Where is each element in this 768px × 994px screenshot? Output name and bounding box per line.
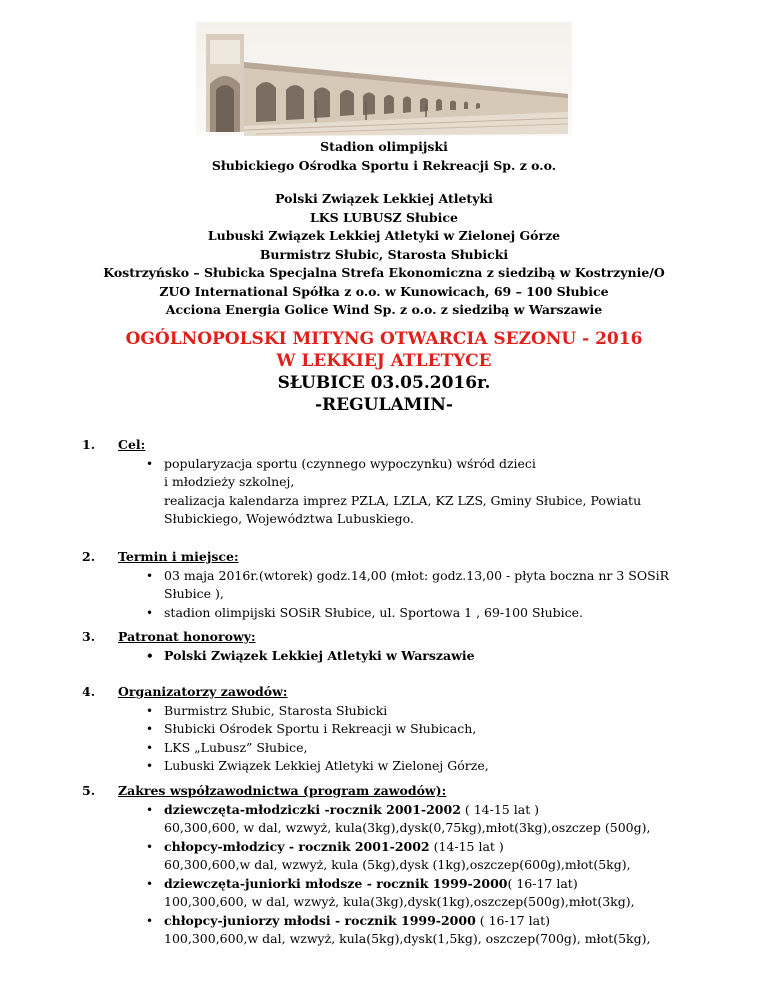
patronage-list: [82, 647, 475, 666]
sponsor-line: Polski Związek Lekkiej Atletyki: [275, 191, 493, 206]
sponsor-line: Burmistrz Słubic, Starosta Słubicki: [259, 246, 509, 262]
section-heading: [82, 548, 669, 567]
stadium-arcade-image: [196, 22, 572, 136]
sponsor-line: Kostrzyńsko – Słubicka Specjalna Strefa Ekonomiczna z siedzibą w Kostrzynie/O: [103, 265, 665, 280]
list-item: [146, 567, 669, 604]
date-place-list: [82, 567, 669, 623]
category-name: chłopcy-juniorzy młodsi - rocznik 1999-2000: [164, 912, 476, 928]
section-patronage: [82, 628, 475, 665]
category-age: ( 14-15 lat ): [460, 801, 540, 817]
section-competition-scope: [82, 782, 650, 949]
section-organizers: [82, 683, 489, 776]
section-heading: [82, 782, 650, 801]
section-title: Cel:: [118, 437, 146, 452]
list-item: • stadion olimpijski SOSiR Słubice, ul. Sportowa 1 , 69-100 Słubice.: [146, 604, 669, 623]
category-age: ( 16-17 lat): [475, 912, 550, 928]
list-item: [146, 838, 650, 875]
list-item: [146, 875, 650, 912]
list-item-text: Słubickiego, Województwa Lubuskiego.: [164, 511, 414, 526]
category-events: 100,300,600,w dal, wzwyż, kula(5kg),dysk(1,5kg), oszczep(700g), młot(5kg),: [164, 931, 651, 946]
section-number: 5.: [82, 783, 96, 798]
list-item: • Lubuski Związek Lekkiej Atletyki w Zielonej Górze,: [146, 757, 489, 776]
list-item-text: i młodzieży szkolnej,: [164, 474, 295, 489]
goal-list: [82, 455, 641, 529]
list-item: [146, 801, 650, 838]
category-name: chłopcy-młodzicy - rocznik 2001-2002: [164, 838, 430, 854]
category-age: (14-15 lat ): [429, 838, 504, 854]
section-number: 4.: [82, 684, 96, 699]
sponsor-line: Lubuski Związek Lekkiej Atletyki w Zielonej Górze: [207, 228, 561, 243]
title-line-4: -REGULAMIN-: [315, 395, 453, 415]
section-title: Zakres współzawodnictwa (program zawodów):: [118, 783, 447, 798]
section-title: Patronat honorowy:: [118, 629, 256, 644]
sponsor-line: ZUO International Spółka z o.o. w Kunowicach, 69 – 100 Słubice: [159, 283, 609, 299]
list-item: [146, 912, 650, 949]
list-item-text: • popularyzacja sportu (czynnego wypoczynku) wśród dzieci: [164, 455, 536, 471]
section-number: 1.: [82, 437, 96, 452]
section-goal: [82, 436, 641, 529]
list-item-text: realizacja kalendarza imprez PZLA, LZLA, KZ LZS, Gminy Słubice, Powiatu: [164, 492, 642, 508]
sponsor-line: LKS LUBUSZ Słubice: [310, 209, 458, 225]
section-heading: [82, 436, 641, 455]
section-title: Termin i miejsce:: [118, 549, 239, 564]
section-number: 3.: [82, 629, 96, 644]
list-item-text: Słubice ),: [164, 586, 224, 601]
sponsor-line: Acciona Energia Golice Wind Sp. z o.o. z siedzibą w Warszawie: [165, 302, 603, 317]
section-number: 2.: [82, 549, 96, 564]
list-item-text: • 03 maja 2016r.(wtorek) godz.14,00 (młot: godz.13,00 - płyta boczna nr 3 SOSiR: [164, 567, 670, 583]
title-line-3: SŁUBICE 03.05.2016r.: [277, 373, 491, 393]
category-events: 100,300,600, w dal, wzwyż, kula(3kg),dysk(1kg),oszczep(500g),młot(3kg),: [164, 894, 635, 909]
section-date-place: [82, 548, 669, 622]
section-title: Organizatorzy zawodów:: [118, 684, 288, 699]
list-item: • LKS „Lubusz” Słubice,: [146, 739, 489, 758]
title-line-2: W LEKKIEJ ATLETYCE: [276, 351, 492, 371]
sponsors-list: [0, 190, 768, 320]
document-title: [0, 328, 768, 416]
category-events: 60,300,600,w dal, wzwyż, kula (5kg),dysk (1kg),oszczep(600g),młot(5kg),: [164, 857, 631, 872]
list-item: • Burmistrz Słubic, Starosta Słubicki: [146, 702, 489, 721]
list-item: [146, 455, 641, 529]
section-heading: [82, 683, 489, 702]
category-name: dziewczęta-młodziczki -rocznik 2001-2002: [164, 801, 461, 817]
list-item: • Polski Związek Lekkiej Atletyki w Warszawie: [146, 647, 475, 666]
list-item: • Słubicki Ośrodek Sportu i Rekreacji w Słubicach,: [146, 720, 489, 739]
venue-header: [0, 138, 768, 175]
title-line-1: OGÓLNOPOLSKI MITYNG OTWARCIA SEZONU - 2016: [125, 329, 643, 349]
competition-list: [82, 801, 650, 949]
venue-line-2: Słubickiego Ośrodka Sportu i Rekreacji Sp. z o.o.: [211, 157, 557, 173]
organizers-list: [82, 702, 489, 776]
category-age: ( 16-17 lat): [507, 875, 578, 891]
section-heading: [82, 628, 475, 647]
venue-line-1: Stadion olimpijski: [320, 139, 448, 154]
category-name: dziewczęta-juniorki młodsze - rocznik 1999-2000: [164, 875, 508, 891]
category-events: 60,300,600, w dal, wzwyż, kula(3kg),dysk(0,75kg),młot(3kg),oszczep (500g),: [164, 820, 651, 835]
